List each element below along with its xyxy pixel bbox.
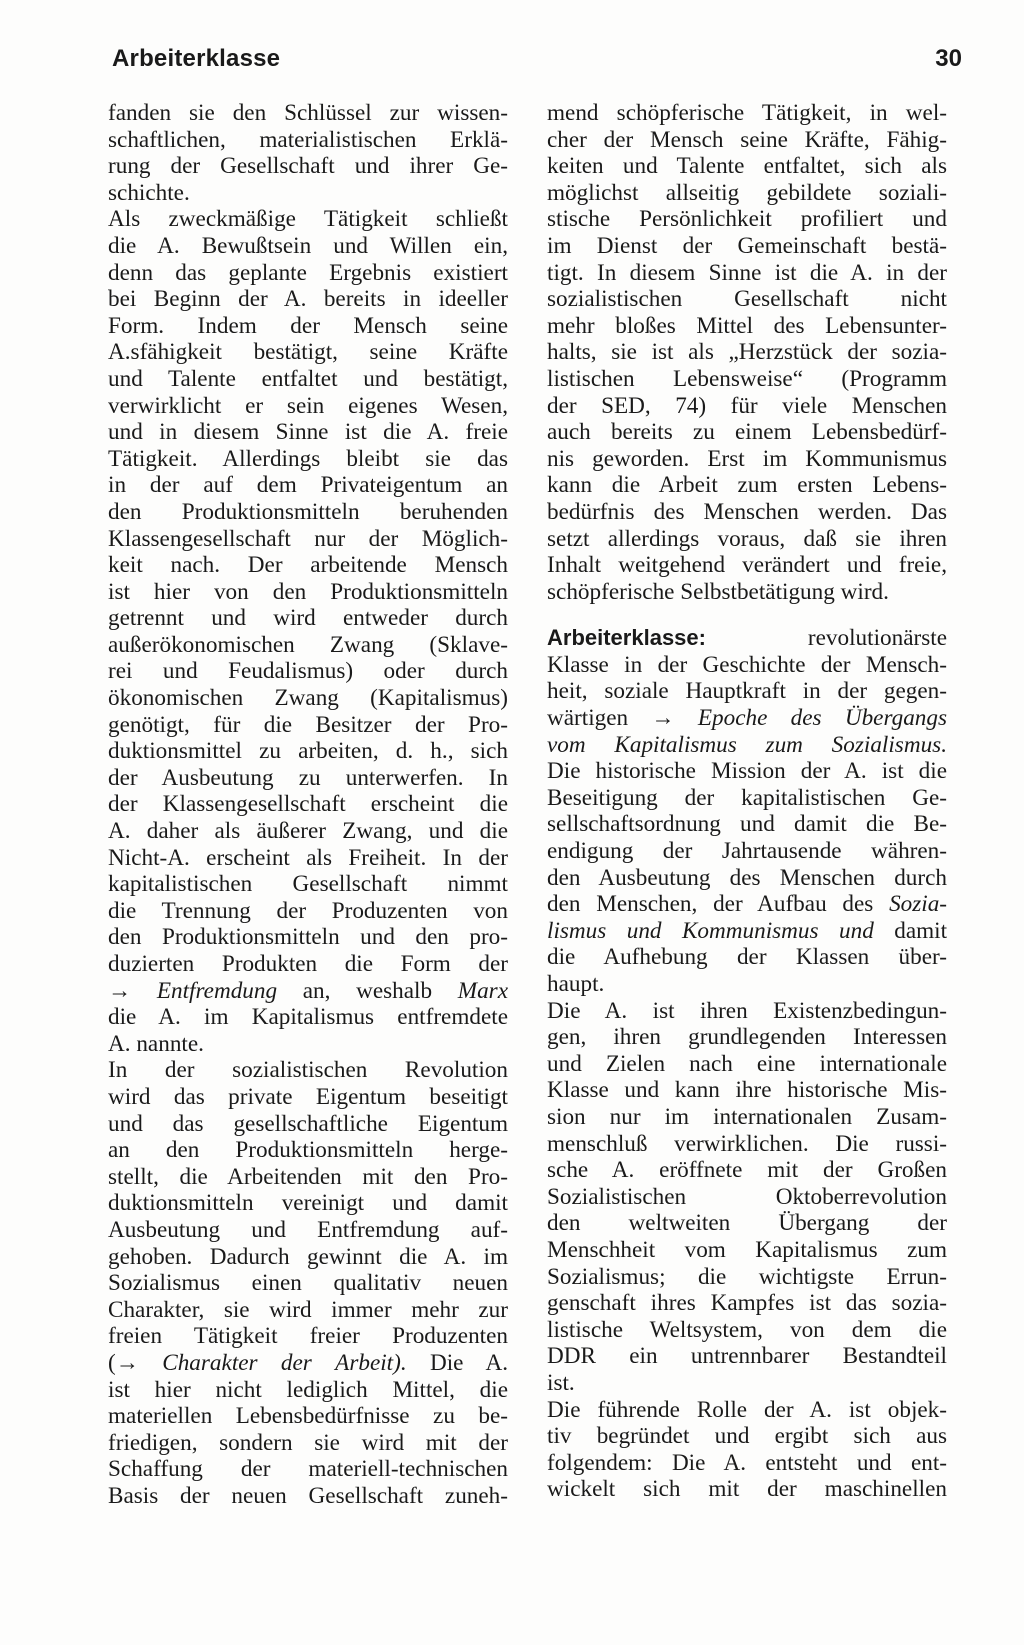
text-line: duktionsmittel zu arbeiten, d. h., sich (108, 738, 508, 765)
text-line: auch bereits zu einem Lebensbedürf- (547, 419, 947, 446)
text-line: tigt. In diesem Sinne ist die A. in der (547, 259, 947, 286)
text-line: Tätigkeit. Allerdings bleibt sie das (108, 445, 508, 472)
text-line: sozialistischen Gesellschaft nicht (547, 286, 947, 313)
text-line: Sozialismus; die wichtigste Errun- (547, 1263, 947, 1290)
text-line-cross-ref: (→ Charakter der Arbeit). Die A. (108, 1349, 509, 1376)
text-line: ist hier von den Produktionsmitteln (108, 578, 508, 605)
text-line: außerökonomischen Zwang (Sklave- (108, 631, 508, 658)
left-column (108, 100, 508, 1509)
text-line-cross-ref: vom Kapitalismus zum Sozialismus. (547, 731, 947, 758)
page-number: 30 (935, 45, 962, 72)
entry-first-line (547, 625, 947, 652)
text-line: menschluß verwirklichen. Die russi- (547, 1130, 947, 1157)
text-line: heit, soziale Hauptkraft in der gegen- (547, 678, 947, 705)
text-line: schöpferische Selbstbetätigung wird. (547, 578, 889, 605)
text-line-cross-ref: lismus und Kommunismus und damit (547, 917, 948, 944)
entry-separator (547, 605, 947, 625)
text-line: fanden sie den Schlüssel zur wissen- (108, 100, 508, 126)
text-line: Klassengesellschaft nur der Möglich- (108, 525, 508, 552)
text-line: der Klassengesellschaft erscheint die (108, 791, 508, 818)
text-line: duktionsmitteln vereinigt und damit (108, 1190, 508, 1217)
text-line: Nicht-A. erscheint als Freiheit. In der (108, 844, 508, 871)
text-line: freien Tätigkeit freier Produzenten (108, 1323, 508, 1350)
text-line: der Ausbeutung zu unterwerfen. In (108, 764, 508, 791)
text-line: Als zweckmäßige Tätigkeit schließt (108, 206, 508, 233)
text-line: die Trennung der Produzenten von (108, 897, 508, 924)
text-line: Sozialismus einen qualitativ neuen (108, 1270, 508, 1297)
text-line: Die führende Rolle der A. ist objek- (547, 1396, 947, 1423)
text-line: und Zielen nach eine internationale (547, 1050, 947, 1077)
text-line: wickelt sich mit der maschinellen (547, 1476, 947, 1503)
text-line: Die A. ist ihren Existenzbedingun- (547, 997, 947, 1024)
text-line: denn das geplante Ergebnis existiert (108, 259, 508, 286)
right-column (547, 100, 947, 1503)
text-line-cross-ref: → Entfremdung an, weshalb Marx (108, 977, 508, 1004)
text-line: sion nur im internationalen Zusam- (547, 1103, 947, 1130)
text-line: stellt, die Arbeitenden mit den Pro- (108, 1163, 508, 1190)
text-line: ist. (547, 1369, 575, 1396)
text-line: A. nannte. (108, 1030, 204, 1057)
text-line: ökonomischen Zwang (Kapitalismus) (108, 685, 508, 712)
text-line: den Produktionsmitteln beruhenden (108, 498, 508, 525)
text-line: schaftlichen, materialistischen Erklä- (108, 126, 508, 153)
entry-first-line-text: revolutionärste (807, 625, 947, 652)
text-line: A. daher als äußerer Zwang, und die (108, 818, 508, 845)
text-line: bedürfnis des Menschen werden. Das (547, 498, 947, 525)
text-line: und in diesem Sinne ist die A. freie (108, 419, 508, 446)
text-line: folgendem: Die A. entsteht und ent- (547, 1449, 947, 1476)
text-line: an den Produktionsmitteln herge- (108, 1137, 508, 1164)
text-line: halts, sie ist als „Herzstück der sozia- (547, 339, 947, 366)
text-line: mend schöpferische Tätigkeit, in wel- (547, 100, 947, 126)
text-line: den weltweiten Übergang der (547, 1210, 947, 1237)
text-line: friedigen, sondern sie wird mit der (108, 1429, 508, 1456)
text-line: Sozialistischen Oktoberrevolution (547, 1183, 947, 1210)
text-line-cross-ref: wärtigen → Epoche des Übergangs (547, 705, 948, 732)
text-line: tiv begründet und ergibt sich aus (547, 1423, 947, 1450)
text-line: genötigt, für die Besitzer der Pro- (108, 711, 508, 738)
text-line: keiten und Talente entfaltet, sich als (547, 153, 947, 180)
text-line: rei und Feudalismus) oder durch (108, 658, 508, 685)
text-line: Beseitigung der kapitalistischen Ge- (547, 784, 947, 811)
text-line: Inhalt weitgehend verändert und freie, (547, 552, 947, 579)
text-line: bei Beginn der A. bereits in ideeller (108, 286, 508, 313)
text-line: rung der Gesellschaft und ihrer Ge- (108, 153, 508, 180)
text-line: die A. im Kapitalismus entfremdete (108, 1004, 508, 1031)
text-line: sellschaftsordnung und damit die Be- (547, 811, 947, 838)
text-line: Basis der neuen Gesellschaft zuneh- (108, 1482, 508, 1509)
text-line: endigung der Jahrtausende währen- (547, 838, 947, 865)
text-line: Charakter, sie wird immer mehr zur (108, 1296, 508, 1323)
text-line: keit nach. Der arbeitende Mensch (108, 552, 508, 579)
text-line: haupt. (547, 971, 605, 997)
entry-headword: Arbeiterklasse: (547, 625, 706, 651)
text-line: listischen Lebensweise“ (Programm (547, 365, 947, 392)
text-line: Menschheit vom Kapitalismus zum (547, 1236, 947, 1263)
text-line: duzierten Produkten die Form der (108, 951, 508, 977)
text-line: Ausbeutung und Entfremdung auf- (108, 1216, 508, 1243)
text-line: Klasse in der Geschichte der Mensch- (547, 651, 947, 678)
text-line: DDR ein untrennbarer Bestandteil (547, 1343, 947, 1370)
text-line: ist hier nicht lediglich Mittel, die (108, 1376, 508, 1403)
running-head: Arbeiterklasse (112, 45, 281, 72)
text-line: gehoben. Dadurch gewinnt die A. im (108, 1243, 508, 1270)
text-line: cher der Mensch seine Kräfte, Fähig- (547, 126, 947, 153)
text-line-cross-ref: den Menschen, der Aufbau des Sozia- (547, 891, 948, 918)
text-line: mehr bloßes Mittel des Lebensunter- (547, 312, 947, 339)
text-line: listische Weltsystem, von dem die (547, 1316, 947, 1343)
text-line: getrennt und wird entweder durch (108, 605, 508, 632)
text-line: A.sfähigkeit bestätigt, seine Kräfte (108, 339, 508, 366)
text-line: der SED, 74) für viele Menschen (547, 392, 947, 419)
text-line: die Aufhebung der Klassen über- (547, 944, 947, 971)
text-line: verwirklicht er sein eigenes Wesen, (108, 392, 508, 419)
text-line: materiellen Lebensbedürfnisse zu be- (108, 1403, 508, 1430)
text-line: nis geworden. Erst im Kommunismus (547, 445, 947, 472)
text-line: Klasse und kann ihre historische Mis- (547, 1077, 947, 1104)
text-line: wird das private Eigentum beseitigt (108, 1083, 508, 1110)
text-line: stische Persönlichkeit profiliert und (547, 206, 947, 233)
text-line: den Ausbeutung des Menschen durch (547, 864, 947, 891)
text-line: im Dienst der Gemeinschaft bestä- (547, 232, 947, 259)
text-line: In der sozialistischen Revolution (108, 1057, 508, 1084)
text-line: Form. Indem der Mensch seine (108, 312, 508, 339)
text-line: sche A. eröffnete mit der Großen (547, 1157, 947, 1184)
text-line: in der auf dem Privateigentum an (108, 472, 508, 499)
text-line: gen, ihren grundlegenden Interessen (547, 1024, 947, 1051)
text-line: möglichst allseitig gebildete soziali- (547, 179, 947, 206)
text-line: kann die Arbeit zum ersten Lebens- (547, 472, 947, 499)
text-line: kapitalistischen Gesellschaft nimmt (108, 871, 508, 898)
text-line: den Produktionsmitteln und den pro- (108, 924, 508, 951)
text-line: schichte. (108, 179, 190, 206)
text-line: und Talente entfaltet und bestätigt, (108, 365, 508, 392)
text-line: und das gesellschaftliche Eigentum (108, 1110, 508, 1137)
text-line: Die historische Mission der A. ist die (547, 758, 947, 785)
text-line: genschaft ihres Kampfes ist das sozia- (547, 1290, 947, 1317)
text-line: Schaffung der materiell-technischen (108, 1456, 508, 1483)
text-line: setzt allerdings voraus, daß sie ihren (547, 525, 947, 552)
text-line: die A. Bewußtsein und Willen ein, (108, 232, 508, 259)
